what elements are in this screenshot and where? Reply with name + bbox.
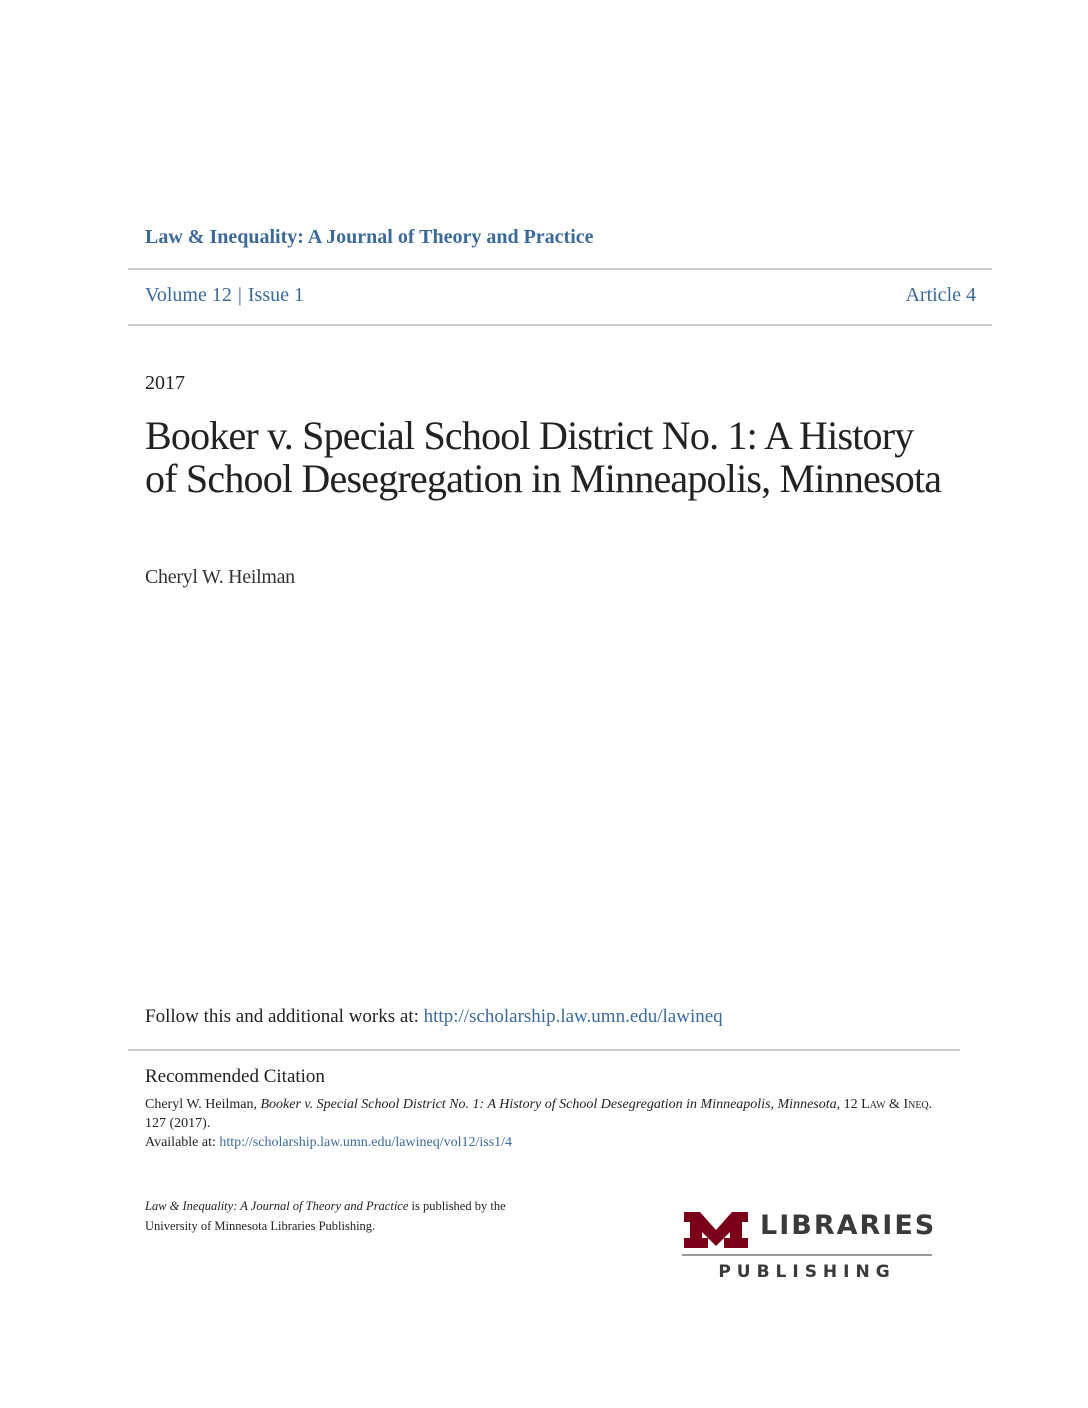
logo-rule [682,1254,932,1256]
logo-wordmark: LIBRARIES [760,1210,937,1241]
recommended-citation-heading: Recommended Citation [145,1066,325,1087]
volume-issue-line [145,284,304,307]
university-m-icon [684,1212,748,1248]
journal-title-link[interactable]: Law & Inequality: A Journal of Theory and Practice [145,226,594,248]
top-divider [128,268,992,270]
follow-text: Follow this and additional works at: [145,1006,424,1027]
volume-issue-separator: | [237,284,242,306]
follow-line [145,1006,723,1028]
citation-title: Booker v. Special School District No. 1: A History of School Desegregation in Minneapolis, Minnesota [260,1097,837,1112]
libraries-publishing-logo [682,1210,937,1286]
publisher-note-journal: Law & Inequality: A Journal of Theory and Practice [145,1199,409,1213]
article-author: Cheryl W. Heilman [145,566,295,588]
issue-link[interactable]: Issue 1 [247,284,304,306]
volume-link[interactable]: Volume 12 [145,284,232,306]
citation-journal-abbrev: Law & Ineq. [861,1097,933,1112]
citation-pages: 127 (2017). [145,1116,211,1131]
citation-text [145,1095,945,1152]
available-at-link[interactable]: http://scholarship.law.umn.edu/lawineq/vol12/iss1/4 [219,1135,513,1150]
citation-volume: , 12 [836,1097,862,1112]
article-title: Booker v. Special School District No. 1: A History of School Desegregation in Minneapolis, Minnesota [145,413,942,501]
publisher-note-text: is published by the University of Minnesota Libraries Publishing. [145,1199,506,1233]
publisher-note [145,1196,525,1236]
article-number-link[interactable]: Article 4 [905,284,976,306]
follow-url-link[interactable]: http://scholarship.law.umn.edu/lawineq [423,1006,723,1027]
citation-author: Cheryl W. Heilman, [145,1097,261,1112]
citation-divider [128,1049,960,1051]
header-divider [128,324,992,326]
logo-subtitle: PUBLISHING [718,1262,896,1282]
available-at-label: Available at: [145,1135,220,1150]
publication-year: 2017 [145,372,185,394]
